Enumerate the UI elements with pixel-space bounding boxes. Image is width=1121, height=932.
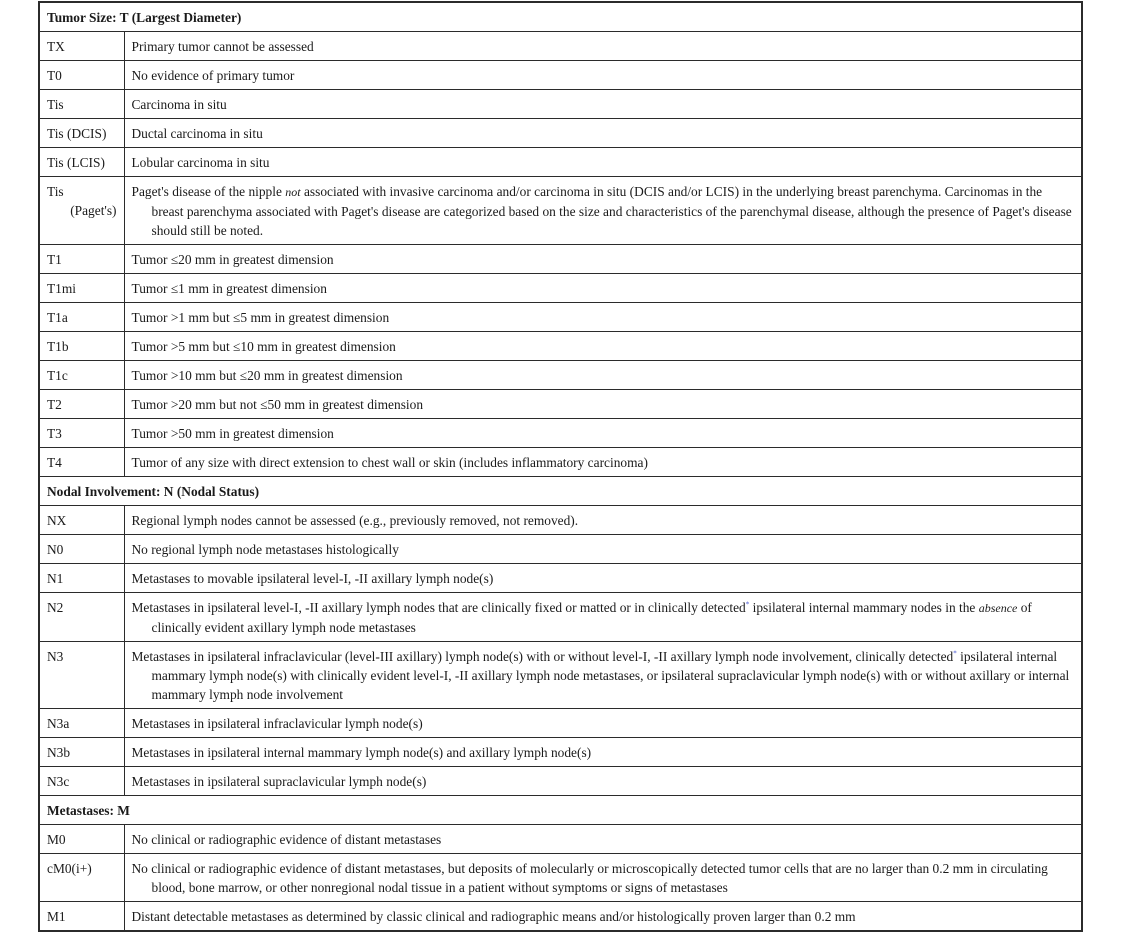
desc-emphasis: not <box>285 185 301 199</box>
stage-description: Metastases to movable ipsilateral level-I, -II axillary lymph node(s) <box>124 564 1082 593</box>
stage-description: Metastases in ipsilateral supraclavicular lymph node(s) <box>124 767 1082 796</box>
stage-description <box>124 593 1082 642</box>
stage-description <box>124 642 1082 709</box>
stage-code: Tis (LCIS) <box>39 148 124 177</box>
stage-description: Tumor >20 mm but not ≤50 mm in greatest dimension <box>124 390 1082 419</box>
stage-code: Tis <box>39 90 124 119</box>
stage-code: N3c <box>39 767 124 796</box>
table-row <box>39 535 1082 564</box>
stage-description: Metastases in ipsilateral infraclavicular lymph node(s) <box>124 709 1082 738</box>
table-row <box>39 642 1082 709</box>
stage-description: Tumor ≤20 mm in greatest dimension <box>124 245 1082 274</box>
table-row <box>39 564 1082 593</box>
desc-part: associated with invasive carcinoma and/or carcinoma in situ (DCIS and/or LCIS) in the underlying breast parenchyma. Carcinomas in the breast parenchyma associated with Paget's disease are categorized based on the size and characteristics of the parenchymal disease, although the presence of Paget's disease should still be noted. <box>151 184 1072 238</box>
stage-code: cM0(i+) <box>39 854 124 902</box>
stage-code: M0 <box>39 825 124 854</box>
stage-description: No evidence of primary tumor <box>124 61 1082 90</box>
stage-code: T1b <box>39 332 124 361</box>
desc-part: of clinically evident axillary lymph node metastases <box>151 600 1032 635</box>
section-header-metastases <box>39 796 1082 825</box>
stage-code: T2 <box>39 390 124 419</box>
table-row <box>39 32 1082 61</box>
stage-description: Distant detectable metastases as determined by classic clinical and radiographic means and/or histologically proven larger than 0.2 mm <box>124 902 1082 932</box>
stage-code: T1mi <box>39 274 124 303</box>
stage-code: T3 <box>39 419 124 448</box>
stage-description: Regional lymph nodes cannot be assessed (e.g., previously removed, not removed). <box>124 506 1082 535</box>
desc-part: ipsilateral internal mammary lymph node(s) with clinically evident level-I, -II axillary lymph node metastases, or ipsilateral supraclavicular lymph node(s) with or without axillary or internal mammary lymph node involvement <box>151 649 1070 702</box>
stage-code-line1: Tis <box>47 184 64 199</box>
stage-code: T1 <box>39 245 124 274</box>
stage-description: Tumor >5 mm but ≤10 mm in greatest dimension <box>124 332 1082 361</box>
stage-description: Tumor >10 mm but ≤20 mm in greatest dimension <box>124 361 1082 390</box>
section-title: Metastases: M <box>39 796 1082 825</box>
stage-code <box>39 177 124 245</box>
table-row <box>39 177 1082 245</box>
section-title: Nodal Involvement: N (Nodal Status) <box>39 477 1082 506</box>
stage-description: No regional lymph node metastases histologically <box>124 535 1082 564</box>
table-row <box>39 90 1082 119</box>
stage-code: N0 <box>39 535 124 564</box>
stage-description: Tumor of any size with direct extension to chest wall or skin (includes inflammatory carcinoma) <box>124 448 1082 477</box>
stage-code: M1 <box>39 902 124 932</box>
desc-part: Paget's disease of the nipple <box>131 184 286 199</box>
table-row <box>39 738 1082 767</box>
stage-code: N3 <box>39 642 124 709</box>
desc-part: Metastases in ipsilateral infraclavicular (level-III axillary) lymph node(s) with or without level-I, -II axillary lymph node involvement, clinically detected <box>131 649 954 664</box>
section-header-nodal-involvement <box>39 477 1082 506</box>
stage-description: Lobular carcinoma in situ <box>124 148 1082 177</box>
stage-code: NX <box>39 506 124 535</box>
table-row <box>39 61 1082 90</box>
stage-description: Ductal carcinoma in situ <box>124 119 1082 148</box>
stage-description: Tumor >50 mm in greatest dimension <box>124 419 1082 448</box>
section-header-tumor-size <box>39 2 1082 32</box>
stage-code: N3b <box>39 738 124 767</box>
table-row <box>39 148 1082 177</box>
stage-code-line2: (Paget's) <box>70 203 117 218</box>
footnote-marker[interactable]: * <box>953 649 957 658</box>
table-row <box>39 825 1082 854</box>
table-row <box>39 332 1082 361</box>
table-row <box>39 902 1082 932</box>
table-row <box>39 767 1082 796</box>
tnm-staging-table <box>38 1 1083 932</box>
desc-part: Metastases in ipsilateral level-I, -II axillary lymph nodes that are clinically fixed or matted or in clinically detected <box>131 600 746 615</box>
stage-code: N2 <box>39 593 124 642</box>
stage-description <box>124 177 1082 245</box>
table-row <box>39 361 1082 390</box>
table-row <box>39 303 1082 332</box>
table-row <box>39 419 1082 448</box>
stage-code: T0 <box>39 61 124 90</box>
stage-description: No clinical or radiographic evidence of distant metastases, but deposits of molecularly or microscopically detected tumor cells that are no larger than 0.2 mm in circulating blood, bone marrow, or other nonregional nodal tissue in a patient without symptoms or signs of metastases <box>124 854 1082 902</box>
stage-code: N1 <box>39 564 124 593</box>
table-row <box>39 506 1082 535</box>
table-row <box>39 448 1082 477</box>
table-row <box>39 245 1082 274</box>
table-row <box>39 390 1082 419</box>
stage-description: Tumor ≤1 mm in greatest dimension <box>124 274 1082 303</box>
table-row <box>39 593 1082 642</box>
table-row <box>39 274 1082 303</box>
stage-code: N3a <box>39 709 124 738</box>
table-row <box>39 119 1082 148</box>
table-row <box>39 854 1082 902</box>
desc-part: ipsilateral internal mammary nodes in the <box>749 600 979 615</box>
stage-description: Metastases in ipsilateral internal mammary lymph node(s) and axillary lymph node(s) <box>124 738 1082 767</box>
footnote-marker[interactable]: * <box>745 600 750 609</box>
stage-code: TX <box>39 32 124 61</box>
stage-code: T1a <box>39 303 124 332</box>
stage-code: Tis (DCIS) <box>39 119 124 148</box>
stage-code: T4 <box>39 448 124 477</box>
stage-code: T1c <box>39 361 124 390</box>
stage-description: Tumor >1 mm but ≤5 mm in greatest dimension <box>124 303 1082 332</box>
section-title: Tumor Size: T (Largest Diameter) <box>39 2 1082 32</box>
stage-description: Primary tumor cannot be assessed <box>124 32 1082 61</box>
table-row <box>39 709 1082 738</box>
stage-description: No clinical or radiographic evidence of distant metastases <box>124 825 1082 854</box>
desc-emphasis: absence <box>978 601 1018 615</box>
stage-description: Carcinoma in situ <box>124 90 1082 119</box>
